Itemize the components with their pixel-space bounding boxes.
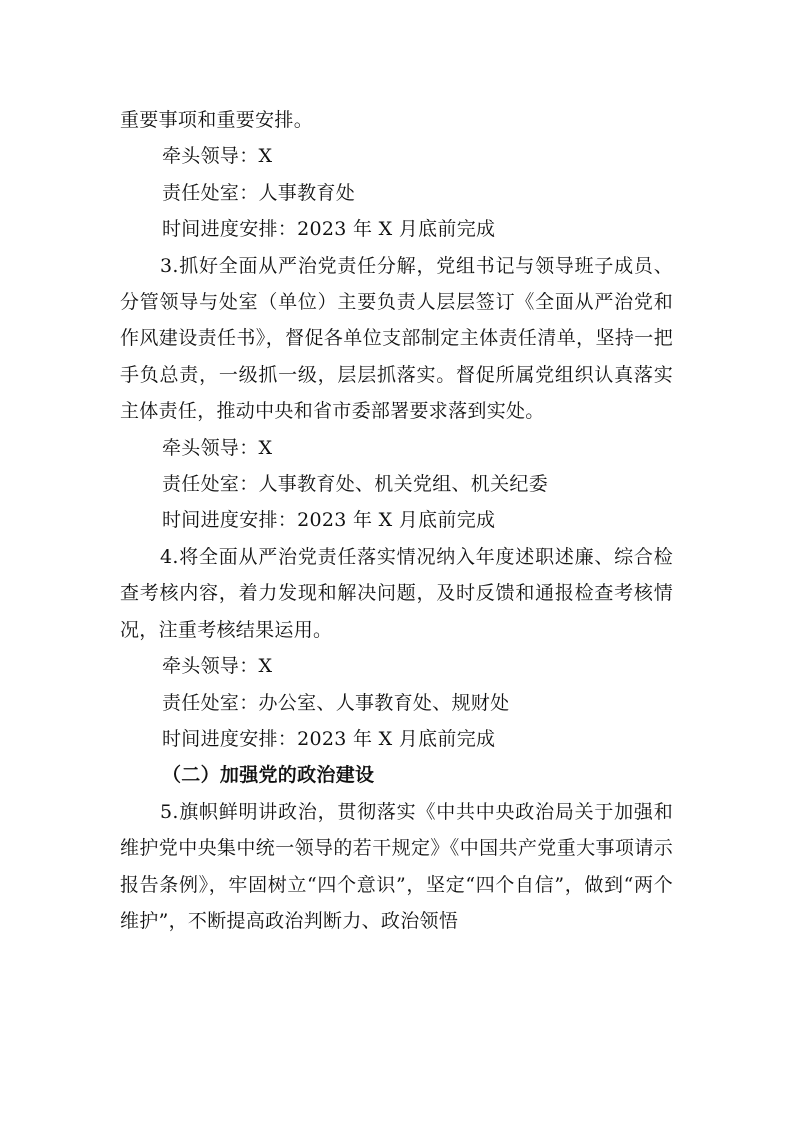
lead-leader-field: 牵头领导：X — [162, 145, 273, 168]
section-heading: （二）加强党的政治建设 — [162, 764, 375, 787]
responsible-office-field: 责任处室：人事教育处 — [162, 181, 356, 204]
responsible-office-field: 责任处室：办公室、人事教育处、规财处 — [162, 691, 510, 714]
item-paragraph-4: 4.将全面从严治党责任落实情况纳入年度述职述廉、综合检查考核内容，着力发现和解决问题，及时反馈和通报检查考核情况，注重考核结果运用。 — [120, 545, 673, 641]
item-paragraph-5: 5.旗帜鲜明讲政治，贯彻落实《中共中央政治局关于加强和维护党中央集中统一领导的若干规定》《中国共产党重大事项请示报告条例》，牢固树立“四个意识”，坚定“四个自信”，做到“两个维护”，不断提高政治判断力、政治领悟 — [120, 800, 673, 932]
schedule-field: 时间进度安排：2023 年 X 月底前完成 — [162, 727, 496, 750]
schedule-field: 时间进度安排：2023 年 X 月底前完成 — [162, 218, 496, 241]
lead-leader-field: 牵头领导：X — [162, 655, 273, 678]
document-body — [120, 102, 673, 939]
lead-leader-field: 牵头领导：X — [162, 436, 273, 459]
schedule-field: 时间进度安排：2023 年 X 月底前完成 — [162, 509, 496, 532]
paragraph-continuation: 重要事项和重要安排。 — [120, 109, 314, 131]
responsible-office-field: 责任处室：人事教育处、机关党组、机关纪委 — [162, 473, 549, 496]
item-paragraph-3: 3.抓好全面从严治党责任分解，党组书记与领导班子成员、分管领导与处室（单位）主要负责人层层签订《全面从严治党和作风建设责任书》，督促各单位支部制定主体责任清单，坚持一把手负总责，一级抓一级，层层抓落实。督促所属党组织认真落实主体责任，推动中央和省市委部署要求落到实处。 — [120, 254, 673, 423]
